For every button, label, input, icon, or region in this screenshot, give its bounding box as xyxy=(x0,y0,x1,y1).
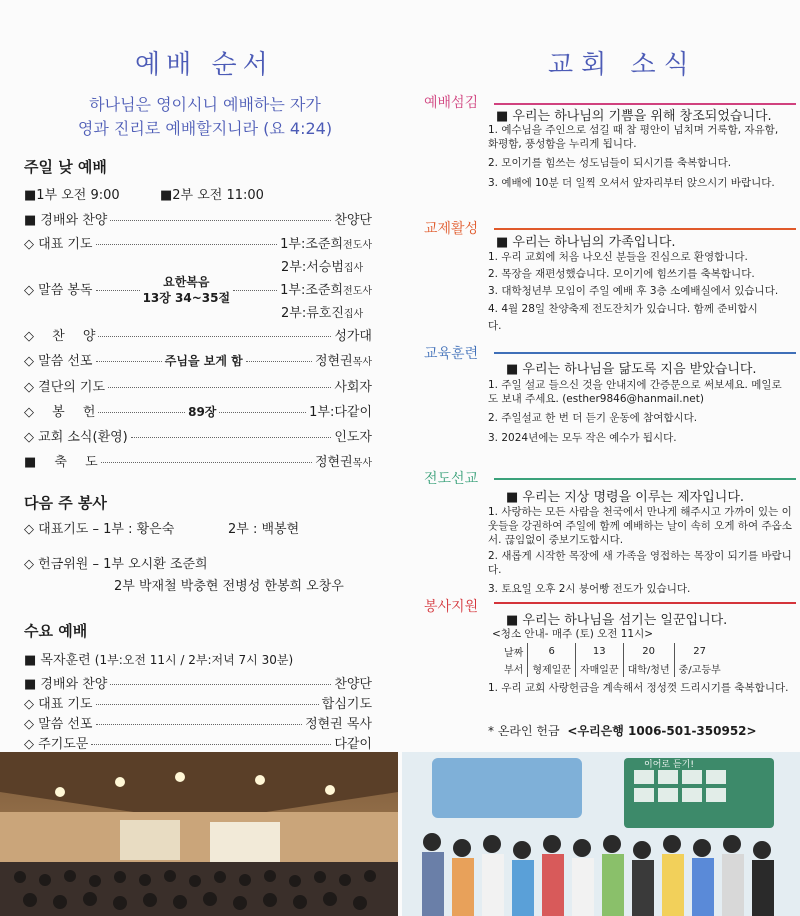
leader-dots xyxy=(110,684,331,685)
leader-dots xyxy=(96,290,140,291)
news-item: 1. 우리 교회 사랑헌금을 계속해서 정성껏 드리시기를 축복합니다. xyxy=(488,682,789,694)
order-choir xyxy=(24,325,372,344)
order-value: 1부:조준희 xyxy=(280,237,344,252)
section-divider xyxy=(494,602,796,604)
online-offering-account: <우리은행 1006-501-350952> xyxy=(567,724,757,738)
order-label: ■ 경배와 찬양 xyxy=(24,677,108,692)
wed-order-prayer xyxy=(24,693,372,712)
order-decision xyxy=(24,376,372,395)
order-title: 집사 xyxy=(343,263,364,274)
order-label: ◇ 말씀 봉독 xyxy=(24,283,93,298)
section-head: ■ 우리는 하나님을 닮도록 지음 받았습니다. xyxy=(506,362,757,377)
order-reading-2 xyxy=(281,302,363,321)
section-tag-worship: 예배섬김 xyxy=(424,95,479,111)
cleaning-notice: <청소 안내- 매주 (토) 오전 11시> xyxy=(492,628,654,640)
table-cell: 중/고등부 xyxy=(674,660,725,677)
order-title: 집사 xyxy=(343,309,364,320)
table-cell: 부서 xyxy=(504,665,524,676)
sermon-title: 주님을 보게 함 xyxy=(164,354,243,368)
leader-dots xyxy=(91,744,331,745)
wed-order-sermon xyxy=(24,713,372,732)
table-cell: 형제일꾼 xyxy=(528,660,576,677)
section-head: ■ 우리는 지상 명령을 이루는 제자입니다. xyxy=(506,490,745,505)
order-value: 정현권 목사 xyxy=(305,717,372,732)
section-head: ■ 우리는 하나님의 기쁨을 위해 창조되었습니다. xyxy=(496,109,772,124)
leader-dots xyxy=(98,412,185,413)
order-value: 찬양단 xyxy=(334,677,372,692)
order-label: ◇ 대표 기도 xyxy=(24,237,93,252)
verse-line-1: 하나님은 영이시니 예배하는 자가 xyxy=(89,95,321,114)
news-item: 1. 주일 설교 들으신 것을 안내지에 간증문으로 써보세요. 메일로도 보내 주세요. (esther9846@hanmail.net) xyxy=(488,379,782,405)
order-praise xyxy=(24,209,372,228)
leader-dots xyxy=(96,704,319,705)
wed-order-lords-prayer xyxy=(24,733,372,752)
sanctuary-photo xyxy=(0,752,398,916)
order-value: 다같이 xyxy=(334,737,372,752)
next-week-offering-1: ◇ 헌금위원 – 1부 오시환 조준희 xyxy=(24,557,208,572)
order-title: 전도사 xyxy=(343,286,373,297)
news-item: 1. 우리 교회에 처음 나오신 분들을 진심으로 환영합니다. xyxy=(488,251,748,263)
order-title: 전도사 xyxy=(343,240,372,251)
next-week-prayer-2: 2부 : 백봉현 xyxy=(228,522,300,537)
order-label: ◇ 말씀 선포 xyxy=(24,717,93,732)
section-tag-education: 교육훈련 xyxy=(424,346,479,362)
section-tag-service: 봉사지원 xyxy=(424,599,479,615)
news-item: 2. 새롭게 시작한 목장에 새 가족을 영접하는 목장이 되기를 바랍니다. xyxy=(488,550,792,576)
news-item: 2. 모이기를 힘쓰는 성도님들이 되시기를 축복합니다. xyxy=(488,157,732,169)
order-benediction xyxy=(24,451,372,470)
leader-dots xyxy=(96,244,278,245)
order-title: 목사 xyxy=(352,357,372,368)
order-value: 1부:다같이 xyxy=(309,405,373,420)
table-cell: 27 xyxy=(674,643,725,660)
news-item: 4. 4월 28일 찬양축제 전도잔치가 있습니다. 함께 준비합시다. xyxy=(488,303,758,332)
order-label: ■ 경배와 찬양 xyxy=(24,213,108,228)
order-prayer-2 xyxy=(281,256,363,275)
order-label: ◇ 결단의 기도 xyxy=(24,380,106,395)
order-value: 성가대 xyxy=(334,329,372,344)
sunday-heading: 주일 낮 예배 xyxy=(24,158,107,176)
sunday-time-2: ■2부 오전 11:00 xyxy=(160,188,264,203)
leader-dots xyxy=(219,412,306,413)
order-value: 2부:서승범 xyxy=(281,260,344,275)
hymn-number: 89장 xyxy=(188,405,217,419)
table-row xyxy=(500,643,725,660)
order-title: 목사 xyxy=(352,458,372,469)
order-value: 2부:류호진 xyxy=(281,306,344,321)
section-divider xyxy=(494,228,796,230)
church-news-title: 교회 소식 xyxy=(548,50,697,80)
next-week-heading: 다음 주 봉사 xyxy=(24,494,107,512)
leader-dots xyxy=(131,437,332,438)
children-group-photo xyxy=(402,752,800,916)
wednesday-lead-detail: (1부:오전 11시 / 2부:저녁 7시 30분) xyxy=(94,653,294,667)
order-sermon xyxy=(24,350,372,369)
order-value: 정현권 xyxy=(314,354,353,369)
leader-dots xyxy=(110,220,331,221)
order-label: ◇ 대표 기도 xyxy=(24,697,93,712)
online-offering xyxy=(488,722,757,739)
online-offering-label: * 온라인 헌금 xyxy=(488,724,560,738)
section-tag-fellowship: 교제활성 xyxy=(424,221,479,237)
news-item: 3. 토요일 오후 2시 붕어빵 전도가 있습니다. xyxy=(488,583,691,595)
leader-dots xyxy=(233,290,277,291)
cleaning-schedule-table xyxy=(500,643,725,677)
banner-text: 이어로 듣기! xyxy=(644,760,694,770)
wednesday-heading: 수요 예배 xyxy=(24,622,88,640)
order-prayer xyxy=(24,233,372,252)
leader-dots xyxy=(96,361,162,362)
next-week-prayer: ◇ 대표기도 – 1부 : 황은숙 xyxy=(24,522,175,537)
table-row xyxy=(500,660,725,677)
worship-order-title: 예배 순서 xyxy=(135,50,274,80)
table-cell: 자매일꾼 xyxy=(575,660,623,677)
verse-line-2: 영과 진리로 예배할지니라 (요 4:24) xyxy=(77,119,333,138)
order-label: ◇ 봉 헌 xyxy=(24,405,96,420)
order-label: ◇ 찬 양 xyxy=(24,329,96,344)
sanctuary-illustration xyxy=(0,752,398,916)
sunday-time-1: ■1부 오전 9:00 xyxy=(24,188,120,203)
order-label: ◇ 주기도문 xyxy=(24,737,89,752)
news-item: 3. 2024년에는 모두 작은 예수가 됩시다. xyxy=(488,432,677,444)
section-tag-mission: 전도선교 xyxy=(424,471,479,487)
news-item: 2. 목장을 재편성했습니다. 모이기에 힘쓰기를 축복합니다. xyxy=(488,268,755,280)
order-value: 인도자 xyxy=(334,430,372,445)
order-value: 1부:조준희 xyxy=(280,283,344,298)
order-value: 정현권 xyxy=(314,455,353,470)
scripture-reference: 요한복음 13장 34~35절 xyxy=(142,275,231,305)
table-cell: 13 xyxy=(575,643,623,660)
order-label: ◇ 말씀 선포 xyxy=(24,354,93,369)
table-cell: 20 xyxy=(623,643,674,660)
section-head: ■ 우리는 하나님을 섬기는 일꾼입니다. xyxy=(506,613,728,628)
leader-dots xyxy=(101,462,312,463)
leader-dots xyxy=(246,361,312,362)
news-item: 2. 주일설교 한 번 더 듣기 운동에 참여합시다. xyxy=(488,412,698,424)
wednesday-lead xyxy=(24,649,293,668)
news-item: 1. 사랑하는 모든 사람을 천국에서 만나게 해주시고 가까이 있는 이웃들을 강권하여 주일에 함께 예배하는 날이 속히 오게 하여 주옵소서. 끊임없이 중보기도합시다. xyxy=(488,506,792,546)
order-label: ■ 축 도 xyxy=(24,455,98,470)
news-item: 3. 대학청년부 모임이 주일 예배 후 3층 소예배실에서 있습니다. xyxy=(488,285,779,297)
section-divider xyxy=(494,352,796,354)
table-cell: 6 xyxy=(528,643,576,660)
table-cell: 날짜 xyxy=(504,648,524,659)
leader-dots xyxy=(96,724,303,725)
children-illustration xyxy=(402,752,800,916)
order-offering xyxy=(24,401,372,420)
wednesday-lead-label: ■ 목자훈련 xyxy=(24,653,91,668)
order-value: 사회자 xyxy=(334,380,372,395)
leader-dots xyxy=(98,336,331,337)
wed-order-praise xyxy=(24,673,372,692)
order-value: 찬양단 xyxy=(334,213,372,228)
order-value: 합심기도 xyxy=(321,697,372,712)
section-head: ■ 우리는 하나님의 가족입니다. xyxy=(496,235,676,250)
leader-dots xyxy=(108,387,331,388)
order-news xyxy=(24,426,372,445)
section-divider xyxy=(494,478,796,480)
table-cell: 대학/청년 xyxy=(623,660,674,677)
news-item: 1. 예수님을 주인으로 섬길 때 참 평안이 넘치며 거룩함, 자유함, 화평함, 풍성함을 누리게 됩니다. xyxy=(488,124,779,150)
next-week-offering-2: 2부 박재철 박충현 전병성 한봉희 오창우 xyxy=(114,579,344,594)
news-item: 3. 예배에 10분 더 일찍 오셔서 앞자리부터 앉으시기 바랍니다. xyxy=(488,177,775,189)
order-label: ◇ 교회 소식(환영) xyxy=(24,430,128,445)
